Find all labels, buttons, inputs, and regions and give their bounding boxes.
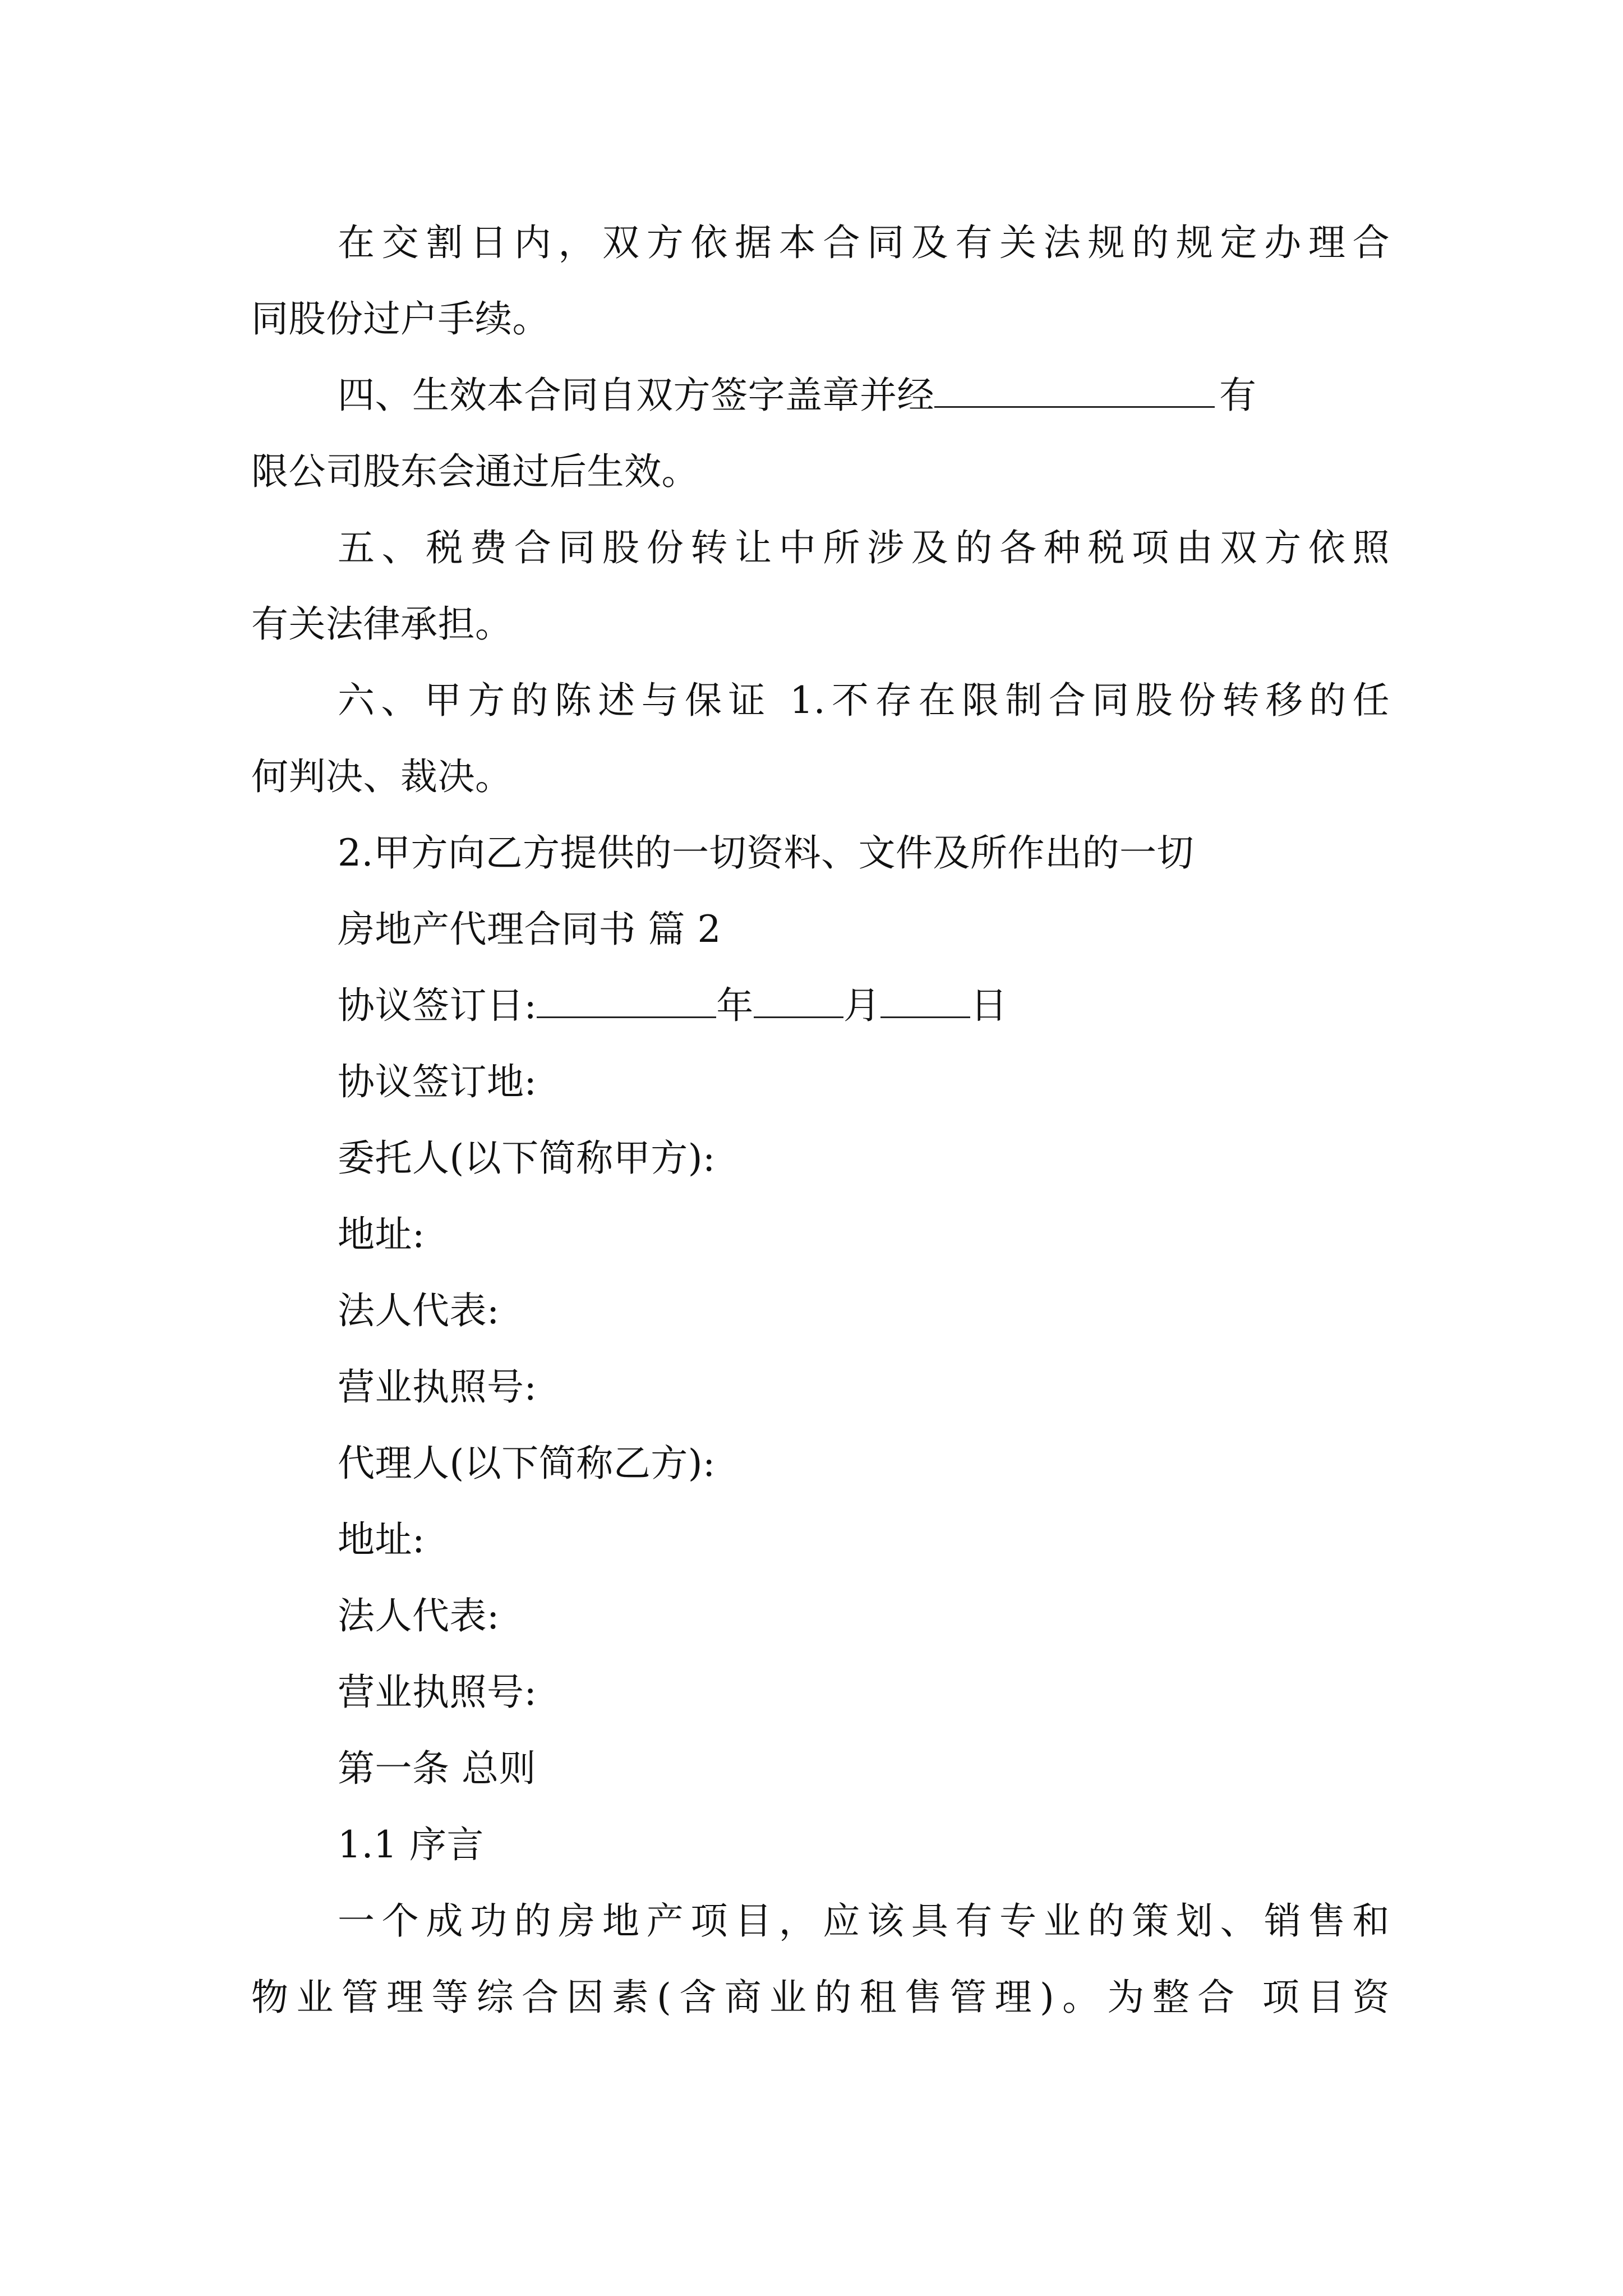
paragraph-line: 同股份过户手续。 — [251, 297, 550, 341]
month-blank — [754, 984, 843, 1018]
paragraph-line: 2.甲方向乙方提供的一切资料、文件及所作出的一切 — [338, 831, 1194, 875]
field-label: 委托人(以下简称甲方): — [338, 1137, 716, 1180]
paragraph-line: 在交割日内，双方依据本合同及有关法规的规定办理合 — [338, 221, 1390, 264]
field-label: 营业执照号: — [338, 1365, 537, 1409]
paragraph-line: 限公司股东会通过后生效。 — [251, 450, 699, 493]
signing-date-line — [338, 981, 1390, 1031]
paragraph-line: 一个成功的房地产项目，应该具有专业的策划、销售和 — [338, 1899, 1390, 1943]
field-label: 代理人(以下简称乙方): — [338, 1442, 716, 1485]
field-label: 法人代表: — [338, 1594, 500, 1637]
section-heading: 房地产代理合同书 篇 2 — [338, 908, 721, 951]
subsection-heading: 1.1 序言 — [338, 1823, 484, 1866]
paragraph-line: 有关法律承担。 — [251, 602, 513, 646]
paragraph-line-with-blank — [338, 370, 1390, 421]
paragraph-line: 五、税费合同股份转让中所涉及的各种税项由双方依照 — [338, 526, 1390, 569]
field-label: 营业执照号: — [338, 1671, 537, 1714]
month-label: 月 — [843, 984, 881, 1027]
day-label: 日 — [970, 984, 1008, 1027]
field-label: 法人代表: — [338, 1289, 500, 1332]
article-heading: 第一条 总则 — [338, 1747, 536, 1790]
year-label: 年 — [716, 984, 754, 1027]
paragraph-line: 何判决、裁决。 — [251, 755, 513, 798]
year-blank — [537, 984, 716, 1018]
field-label: 协议签订日: — [338, 984, 537, 1027]
field-label: 地址: — [338, 1518, 425, 1561]
field-label: 协议签订地: — [338, 1060, 537, 1103]
paragraph-line: 物业管理等综合因素(含商业的租售管理)。为整合 项目资 — [251, 1976, 1390, 2019]
clause-text: 四、生效本合同自双方签字盖章并经 — [338, 374, 934, 417]
fill-in-blank — [934, 374, 1215, 408]
day-blank — [880, 984, 970, 1018]
paragraph-line: 六、甲方的陈述与保证 1.不存在限制合同股份转移的任 — [338, 679, 1390, 722]
clause-text: 有 — [1219, 374, 1257, 417]
field-label: 地址: — [338, 1213, 425, 1256]
